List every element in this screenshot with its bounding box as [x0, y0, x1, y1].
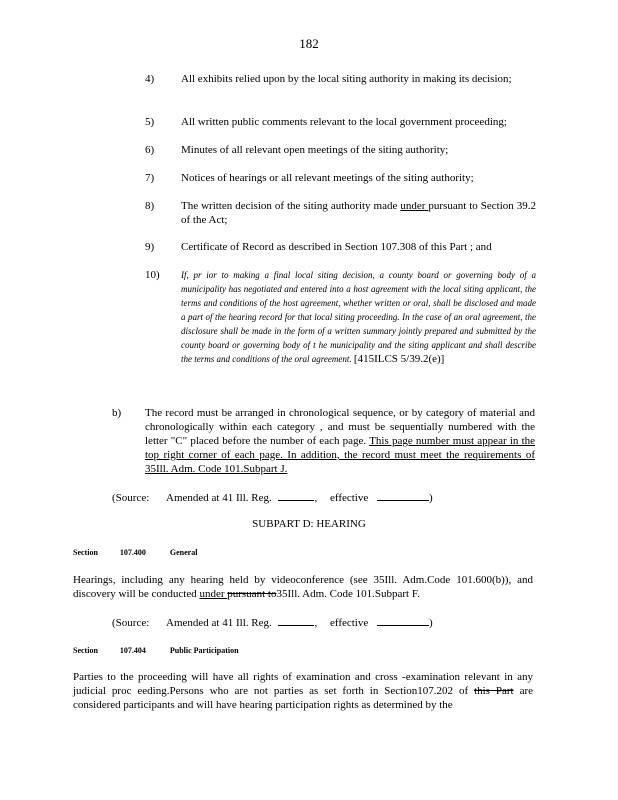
blank-line — [278, 490, 314, 501]
statute-quote: If, pr ior to making a final local siting decision, a county board or governing body of a municipality has negotiated and entered into a host agreement with the local siting applicant, the terms and conditions of the host agreement, whether written or oral, shall be disclosed and made a part of the hearing record for that local siting proceeding. In the case of an oral agreement, the disclosure shall be made in the form of a written summary jointly prepared and submitted by the county board or governing body of t he municipality and the siting applicant and shall describe the terms and conditions of the oral agreement. — [181, 270, 536, 364]
item-number: 10) — [145, 269, 160, 281]
section-text-part: Hearings, including any hearing held by videoconference (see 35Ill. Adm.Code 101.600(b)), and discovery will be conducted — [73, 574, 533, 600]
item-text: All written public comments relevant to the local government proceeding; — [181, 116, 507, 128]
section-title: General — [169, 548, 198, 557]
source-effective: effective — [329, 492, 369, 504]
item-text: Minutes of all relevant open meetings of the siting authority; — [181, 144, 449, 156]
item-text-part: pursuant to Section 39.2 of the Act; — [181, 200, 536, 226]
source-note: (Source: Amended at 41 Ill. Reg. , effective ) — [112, 492, 433, 504]
section-number: 107.404 — [119, 646, 146, 655]
item-text: Notices of hearings or all relevant meetings of the siting authority; — [181, 172, 474, 184]
section-label: Section — [73, 646, 98, 655]
section-label: Section — [73, 548, 98, 557]
citation: [415ILCS 5/39.2(e)] — [353, 353, 445, 365]
subsection-text-part: The record must be arranged in chronological sequence, or by category of material and chronologically within each category , and must be sequentially numbered with the letter "C" placed before the number of each page. — [145, 407, 535, 447]
item-text-part: The written decision of the siting authority made — [181, 200, 401, 212]
source-suffix: ) — [429, 492, 433, 504]
source-amended: Amended at 41 Ill. Reg. — [166, 617, 272, 629]
subsection-number: b) — [112, 407, 122, 419]
source-amended: Amended at 41 Ill. Reg. — [166, 492, 272, 504]
item-text: All exhibits relied upon by the local siting authority in making its decision; — [181, 73, 512, 85]
blank-line — [278, 615, 314, 626]
section-body — [73, 573, 533, 601]
section-number: 107.400 — [119, 548, 146, 557]
deleted-text: pursuant to — [227, 588, 277, 600]
section-text-part: 35Ill. Adm. Code 101.Subpart F. — [276, 588, 420, 600]
source-effective: effective — [329, 617, 369, 629]
inserted-text: under — [199, 588, 228, 600]
item-text — [181, 268, 536, 366]
item-number: 7) — [145, 172, 155, 184]
source-suffix: ) — [429, 617, 433, 629]
item-number: 4) — [145, 73, 155, 85]
section-heading — [73, 548, 197, 557]
page-number: 182 — [299, 36, 319, 51]
item-text: Certificate of Record as described in Section 107.308 of this Part ; and — [181, 241, 492, 253]
blank-line — [377, 490, 429, 501]
item-number: 6) — [145, 144, 155, 156]
item-text — [181, 199, 536, 227]
item-number: 8) — [145, 200, 155, 212]
section-text-part: Parties to the proceeding will have all rights of examination and cross -examination relevant in any judicial proc eeding.Persons who are not parties as set forth in Section107.202 of — [73, 671, 533, 697]
inserted-text: This page number must appear in the top right corner of each page. In addition, the record must meet the requirements of 35Ill. Adm. Code 101.Subpart J. — [145, 435, 536, 475]
section-title: Public Participation — [169, 646, 239, 655]
section-body — [73, 670, 533, 712]
subpart-heading: SUBPART D: HEARING — [252, 518, 366, 530]
section-heading — [73, 646, 239, 655]
source-prefix: (Source: — [112, 617, 150, 629]
item-number: 5) — [145, 116, 155, 128]
deleted-text: this Part — [474, 685, 514, 697]
section-text-part: are considered participants and will have hearing participation rights as determined by the — [73, 685, 533, 711]
item-number: 9) — [145, 241, 155, 253]
source-prefix: (Source: — [112, 492, 150, 504]
inserted-text: under — [400, 200, 429, 212]
blank-line — [377, 615, 429, 626]
subsection-text — [145, 406, 535, 476]
source-note: (Source: Amended at 41 Ill. Reg. , effective ) — [112, 617, 433, 629]
